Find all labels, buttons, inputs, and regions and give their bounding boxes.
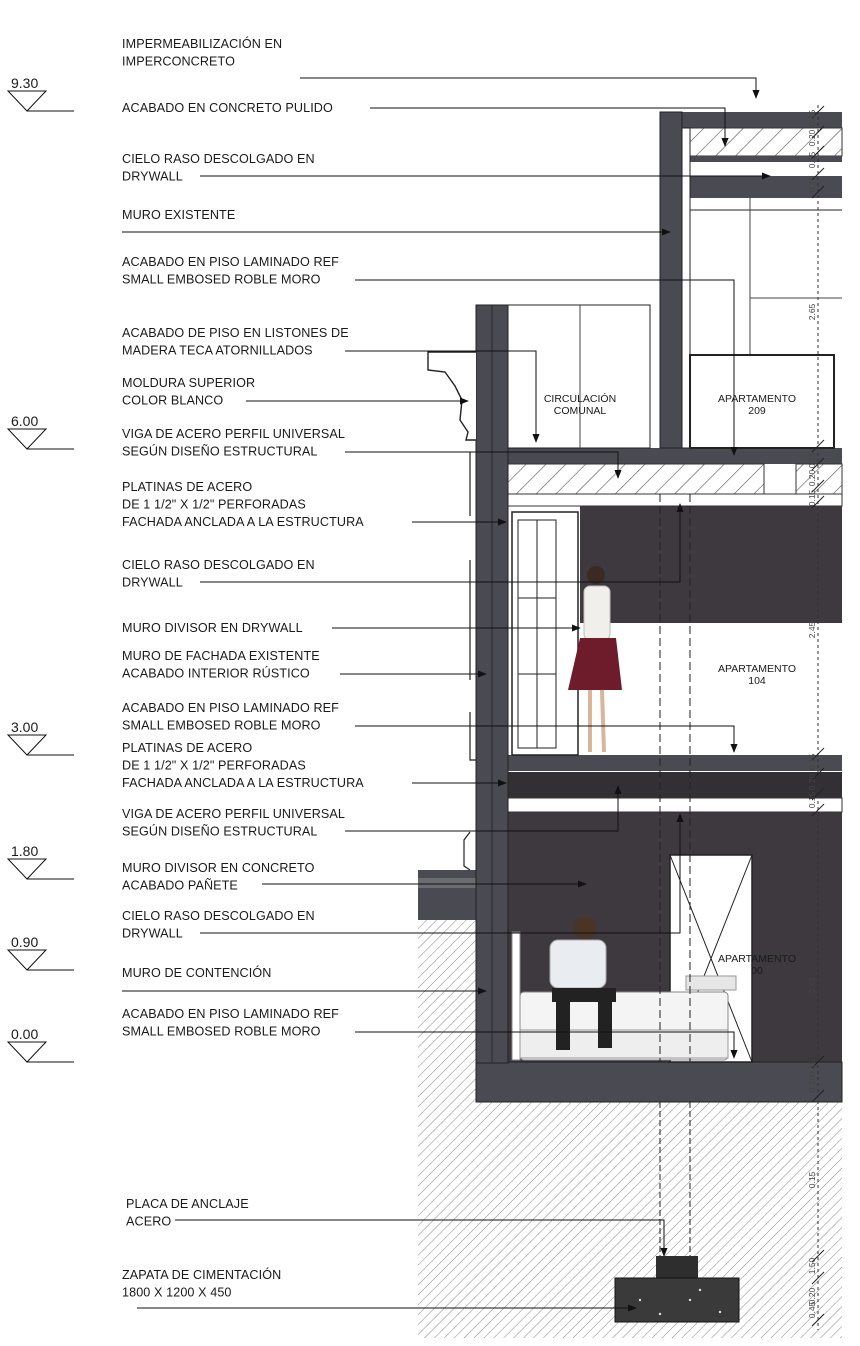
note-line: FACHADA ANCLADA A LA ESTRUCTURA <box>122 515 364 529</box>
note-line: CIELO RASO DESCOLGADO EN <box>122 152 315 166</box>
note-line: COLOR BLANCO <box>122 393 224 408</box>
level-marker-lvl-180 <box>8 843 74 879</box>
note-line: MURO DIVISOR EN DRYWALL <box>122 621 303 635</box>
note-line: VIGA DE ACERO PERFIL UNIVERSAL <box>122 427 345 441</box>
note-piso-laminado-2 <box>122 701 339 733</box>
note-platinas-2 <box>122 741 364 790</box>
dimension-label: 0.15 <box>807 109 817 127</box>
dimension-label: 0.15 <box>807 489 817 507</box>
dimension-label: 0.45 <box>807 1301 817 1319</box>
note-line: VIGA DE ACERO PERFIL UNIVERSAL <box>122 807 345 821</box>
room-label: 00 <box>751 965 763 977</box>
note-cielo-raso-3 <box>122 909 315 941</box>
leader-impermeabilizacion <box>300 78 756 98</box>
room-label: CIRCULACIÓN <box>543 393 617 405</box>
level-label: 3.00 <box>11 719 39 735</box>
level-marker-lvl-930 <box>8 75 74 111</box>
note-line: MADERA TECA ATORNILLADOS <box>122 343 313 358</box>
note-line: MURO DE CONTENCIÓN <box>122 966 272 980</box>
dimension-label: 0.20 <box>807 1075 817 1093</box>
note-line: MURO EXISTENTE <box>122 208 236 222</box>
note-line: SEGÚN DISEÑO ESTRUCTURAL <box>122 824 318 839</box>
room-label: APARTAMENTO <box>718 393 796 405</box>
note-cielo-raso-2 <box>122 558 315 590</box>
annotation-notes <box>122 36 364 1300</box>
note-line: IMPERMEABILIZACIÓN EN <box>122 37 283 51</box>
dimension-label: 0.15 <box>807 175 817 193</box>
note-line: DE 1 1/2" X 1/2" PERFORADAS <box>122 497 306 512</box>
dimension-label: 0.20 <box>807 469 817 487</box>
room-label: APARTAMENTO <box>718 663 796 675</box>
dimension-label: 0.15 <box>807 1059 817 1077</box>
note-placa-anclaje <box>126 1197 249 1229</box>
level-marker-lvl-600 <box>8 413 74 449</box>
note-piso-listones <box>122 326 349 358</box>
note-line: ACERO <box>126 1214 172 1229</box>
dimension-label: 2.65 <box>807 303 817 321</box>
note-line: DE 1 1/2" X 1/2" PERFORADAS <box>122 758 306 773</box>
level-marker-lvl-300 <box>8 719 74 755</box>
note-line: ZAPATA DE CIMENTACIÓN <box>122 1268 282 1282</box>
note-line: ACABADO EN PISO LAMINADO REF <box>122 255 339 269</box>
dimension-label: 0.15 <box>807 451 817 469</box>
note-muro-existente <box>122 208 235 222</box>
note-line: CIELO RASO DESCOLGADO EN <box>122 909 315 923</box>
note-line: ACABADO EN PISO LAMINADO REF <box>122 1007 339 1021</box>
note-muro-fachada <box>122 649 320 681</box>
note-line: DRYWALL <box>122 169 183 184</box>
note-line: ACABADO EN PISO LAMINADO REF <box>122 701 339 715</box>
dimension-label: 1.50 <box>807 1257 817 1275</box>
note-line: ACABADO PAÑETE <box>122 878 238 893</box>
note-line: ACABADO EN CONCRETO PULIDO <box>122 101 333 115</box>
note-line: MURO DIVISOR EN CONCRETO <box>122 861 315 875</box>
note-line: DRYWALL <box>122 926 183 941</box>
note-muro-divisor-drywall <box>122 621 303 635</box>
note-acabado-concreto <box>122 101 333 115</box>
note-line: PLATINAS DE ACERO <box>122 741 253 755</box>
note-moldura <box>122 376 255 408</box>
level-label: 0.90 <box>11 934 39 950</box>
note-line: SMALL EMBOSED ROBLE MORO <box>122 1024 321 1039</box>
dimension-label: 0.20 <box>807 129 817 147</box>
note-line: 1800 X 1200 X 450 <box>122 1285 232 1300</box>
level-markers <box>8 75 74 1062</box>
dimension-label: 0.20 <box>807 1287 817 1305</box>
room-label: APARTAMENTO <box>718 953 796 965</box>
note-zapata <box>122 1267 281 1300</box>
room-circulacion <box>544 392 616 417</box>
note-line: FACHADA ANCLADA A LA ESTRUCTURA <box>122 776 364 790</box>
level-label: 6.00 <box>11 413 39 429</box>
dimension-label: 0.15 <box>807 753 817 771</box>
room-label: 209 <box>748 405 766 417</box>
note-line: PLATINAS DE ACERO <box>122 480 253 494</box>
level-marker-lvl-000 <box>8 1026 74 1062</box>
note-cielo-raso-1 <box>122 152 315 184</box>
note-line: MURO DE FACHADA EXISTENTE <box>122 649 320 663</box>
note-line: SMALL EMBOSED ROBLE MORO <box>122 272 321 287</box>
note-line: MOLDURA SUPERIOR <box>122 376 256 390</box>
note-viga-1 <box>122 427 345 459</box>
dimension-label: 2.45 <box>807 621 817 639</box>
note-line: ACABADO INTERIOR RÚSTICO <box>122 666 310 681</box>
dimension-label: 0.15 <box>807 791 817 809</box>
level-label: 9.30 <box>11 75 39 91</box>
note-line: CIELO RASO DESCOLGADO EN <box>122 558 315 572</box>
dimension-label: 0.15 <box>807 1171 817 1189</box>
note-line: IMPERCONCRETO <box>122 54 236 69</box>
note-line: DRYWALL <box>122 575 183 590</box>
level-marker-lvl-090 <box>8 934 74 970</box>
note-muro-divisor-concreto <box>122 861 315 893</box>
note-impermeabilizacion <box>122 36 282 69</box>
note-line: SEGÚN DISEÑO ESTRUCTURAL <box>122 444 318 459</box>
level-label: 0.00 <box>11 1026 39 1042</box>
note-line: PLACA DE ANCLAJE <box>126 1197 249 1211</box>
room-label: 104 <box>748 675 766 687</box>
note-piso-laminado-1 <box>122 255 339 287</box>
dimension-label: 0.20 <box>807 773 817 791</box>
note-line: ACABADO DE PISO EN LISTONES DE <box>122 326 349 340</box>
note-viga-2 <box>122 807 345 839</box>
note-line: SMALL EMBOSED ROBLE MORO <box>122 718 321 733</box>
note-platinas-1 <box>122 480 364 529</box>
note-muro-contencion <box>122 965 271 980</box>
note-piso-laminado-3 <box>122 1007 339 1039</box>
level-label: 1.80 <box>11 843 39 859</box>
dimension-label: 0.15 <box>807 151 817 169</box>
cornice-moulding <box>428 352 476 440</box>
dimension-label: 2.45 <box>807 976 817 994</box>
room-label: COMUNAL <box>553 405 607 417</box>
